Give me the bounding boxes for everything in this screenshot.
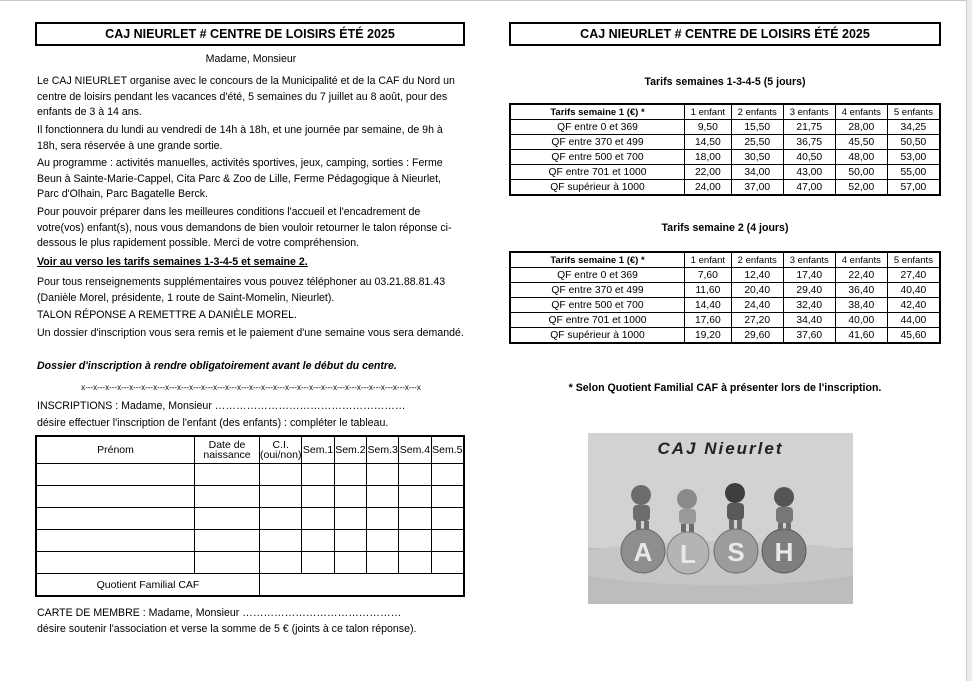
inscription-row[interactable] [36,508,464,530]
schedule-paragraph: Il fonctionnera du lundi au vendredi de 14h à 18h, et une journée par semaine, de 9h à 18h, sera réservée à une grande sortie. [37,124,443,152]
tarifs2-price-cell: 22,40 [835,268,887,283]
tarifs1-price-cell: 28,00 [835,120,887,135]
tarifs2-header-cell: 1 enfant [685,252,732,268]
tarifs1-price-cell: 52,00 [835,180,887,196]
tarifs1-header-cell: 5 enfants [887,104,940,120]
desire-line: désire effectuer l'inscription de l'enfant (des enfants) : compléter le tableau. [37,417,389,429]
tarifs1-price-cell: 43,00 [783,165,835,180]
tarifs2-header-row [510,252,940,268]
tarifs1-row-label: QF entre 370 et 499 [510,135,685,150]
tarifs1-price-cell: 15,50 [731,120,783,135]
tarifs1-price-cell: 45,50 [835,135,887,150]
tarifs1-price-cell: 55,00 [887,165,940,180]
tarifs2-price-cell: 29,60 [731,328,783,344]
header-date: Date de naissance [195,436,260,464]
header-sem3: Sem.3 [367,436,399,464]
header-prenom: Prénom [36,436,195,464]
tarifs1-price-cell: 37,00 [731,180,783,196]
tarifs-table-2 [509,251,941,344]
tarifs2-price-cell: 11,60 [685,283,732,298]
logo-letter-a: A [633,537,653,567]
tarifs2-price-cell: 17,60 [685,313,732,328]
tarifs-table-1 [509,103,941,196]
tarifs1-price-cell: 40,50 [783,150,835,165]
logo-letter-s: S [727,537,745,567]
cut-line: x---x---x---x---x---x---x---x---x---x---x---x---x---x---x---x---x---x---x---x---x---x---x---x---x---x---x---x---x [81,383,421,392]
verso-note: Voir au verso les tarifs semaines 1-3-4-5 et semaine 2. [37,256,308,268]
header-sem5: Sem.5 [431,436,464,464]
qf-label: Quotient Familial CAF [36,574,260,597]
tarifs1-price-cell: 57,00 [887,180,940,196]
tarifs1-row [510,180,940,196]
tarifs2-row [510,268,940,283]
tarifs2-header-cell: Tarifs semaine 1 (€) * [510,252,685,268]
tarifs2-price-cell: 14,40 [685,298,732,313]
tarifs1-price-cell: 18,00 [685,150,732,165]
header-ci: C.I. (oui/non) [260,436,302,464]
tarifs2-price-cell: 42,40 [887,298,940,313]
tarifs-2-title: Tarifs semaine 2 (4 jours) [661,222,789,234]
tarifs1-row [510,120,940,135]
tarifs2-row-label: QF supérieur à 1000 [510,328,685,344]
tarifs-1-title: Tarifs semaines 1-3-4-5 (5 jours) [644,76,806,88]
tarifs2-price-cell: 20,40 [731,283,783,298]
inscriptions-line: INSCRIPTIONS : Madame, Monsieur ……………………………………………… [37,400,406,412]
tarifs1-price-cell: 36,75 [783,135,835,150]
contact-paragraph: Pour tous renseignements supplémentaires vous pouvez téléphoner au 03.21.88.81.43 (Danièle Morel, présidente, 1 route de Saint-Momelin, Nieurlet). [37,276,446,304]
qf-row[interactable] [36,574,464,597]
tarifs2-price-cell: 27,20 [731,313,783,328]
inscription-row[interactable] [36,464,464,486]
tarifs1-price-cell: 25,50 [731,135,783,150]
dossier-paragraph: Un dossier d'inscription vous sera remis et le paiement d'une semaine vous sera demandé. [37,327,464,339]
tarifs2-row [510,328,940,344]
tarifs1-row [510,150,940,165]
intro-paragraph: Le CAJ NIEURLET organise avec le concours de la Municipalité et de la CAF du Nord un centre de loisirs pendant les vacances d'été, 5 semaines du 7 juillet au 8 août, pour des enfants de 3 à 14 ans. [37,75,455,118]
carte-line: CARTE DE MEMBRE : Madame, Monsieur ……………………………………… [37,607,402,619]
page-right-scrollbar[interactable] [966,0,972,681]
tarifs1-row-label: QF entre 500 et 700 [510,150,685,165]
header-sem2: Sem.2 [334,436,366,464]
salutation: Madame, Monsieur [205,53,297,65]
tarifs2-row [510,283,940,298]
tarifs1-row [510,165,940,180]
tarifs2-price-cell: 40,00 [835,313,887,328]
tarifs2-price-cell: 12,40 [731,268,783,283]
inscription-table [35,435,465,597]
tarifs2-row [510,313,940,328]
tarifs2-row-label: QF entre 0 et 369 [510,268,685,283]
logo-letter-l: L [680,539,696,569]
tarifs2-price-cell: 38,40 [835,298,887,313]
tarifs2-price-cell: 17,40 [783,268,835,283]
tarifs2-header-cell: 5 enfants [887,252,940,268]
tarifs2-price-cell: 29,40 [783,283,835,298]
logo-letter-h: H [774,537,794,567]
tarifs1-header-cell: 2 enfants [731,104,783,120]
tarifs1-header-cell: 4 enfants [835,104,887,120]
inscription-row[interactable] [36,486,464,508]
tarifs1-header-cell: 3 enfants [783,104,835,120]
tarifs2-row-label: QF entre 701 et 1000 [510,313,685,328]
tarifs1-price-cell: 53,00 [887,150,940,165]
tarifs1-price-cell: 9,50 [685,120,732,135]
tarifs1-row-label: QF entre 0 et 369 [510,120,685,135]
tarifs1-price-cell: 34,00 [731,165,783,180]
right-title: CAJ NIEURLET # CENTRE DE LOISIRS ÉTÉ 2025 [509,22,941,46]
tarifs2-header-cell: 2 enfants [731,252,783,268]
tarifs2-header-cell: 3 enfants [783,252,835,268]
tarifs1-price-cell: 30,50 [731,150,783,165]
tarifs2-row-label: QF entre 370 et 499 [510,283,685,298]
tarifs2-price-cell: 40,40 [887,283,940,298]
tarifs1-price-cell: 48,00 [835,150,887,165]
tarifs1-price-cell: 50,50 [887,135,940,150]
tarifs1-row-label: QF supérieur à 1000 [510,180,685,196]
talon-line: TALON RÉPONSE A REMETTRE A DANIÈLE MOREL. [37,309,298,321]
tarifs1-header-cell: 1 enfant [685,104,732,120]
tarifs2-price-cell: 44,00 [887,313,940,328]
tarifs2-header-cell: 4 enfants [835,252,887,268]
tarifs2-row-label: QF entre 500 et 700 [510,298,685,313]
inscription-header-row [36,436,464,464]
tarifs1-price-cell: 47,00 [783,180,835,196]
inscription-row[interactable] [36,530,464,552]
tarifs1-price-cell: 50,00 [835,165,887,180]
tarifs1-row-label: QF entre 701 et 1000 [510,165,685,180]
inscription-row[interactable] [36,552,464,574]
qf-note: * Selon Quotient Familial CAF à présenter lors de l'inscription. [568,382,882,394]
tarifs2-price-cell: 27,40 [887,268,940,283]
program-paragraph: Au programme : activités manuelles, activités sportives, jeux, camping, sorties : Ferme Beun à Sainte-Marie-Cappel, Cita Parc & Zoo de Lille, Ferme Pédagogique à Nieurlet, Parc d'Olhain, Parc Bagatelle Berck. [37,157,443,200]
dossier-mandatory: Dossier d'inscription à rendre obligatoirement avant le début du centre. [37,360,397,372]
alsh-logo [588,433,853,604]
tarifs2-price-cell: 19,20 [685,328,732,344]
tarifs1-header-row [510,104,940,120]
tarifs2-row [510,298,940,313]
header-sem1: Sem.1 [302,436,334,464]
tarifs1-price-cell: 21,75 [783,120,835,135]
tarifs2-price-cell: 41,60 [835,328,887,344]
tarifs2-price-cell: 36,40 [835,283,887,298]
tarifs2-price-cell: 45,60 [887,328,940,344]
tarifs1-row [510,135,940,150]
tarifs1-price-cell: 34,25 [887,120,940,135]
tarifs2-price-cell: 34,40 [783,313,835,328]
tarifs1-price-cell: 22,00 [685,165,732,180]
tarifs2-price-cell: 37,60 [783,328,835,344]
tarifs2-price-cell: 24,40 [731,298,783,313]
page-top-edge [0,0,972,1]
tarifs1-price-cell: 14,50 [685,135,732,150]
tarifs1-price-cell: 24,00 [685,180,732,196]
logo-title: CAJ Nieurlet [657,439,784,458]
tarifs2-price-cell: 7,60 [685,268,732,283]
tarifs1-header-cell: Tarifs semaine 1 (€) * [510,104,685,120]
soutenir-line: désire soutenir l'association et verse la somme de 5 € (joints à ce talon réponse). [37,623,417,635]
request-paragraph: Pour pouvoir préparer dans les meilleures conditions l'accueil et l'encadrement de votre(vos) enfant(s), nous vous demandons de bien vouloir retourner le talon réponse ci-dessous le plus rapidement possible. Merci de votre compréhension. [37,206,452,249]
header-sem4: Sem.4 [399,436,431,464]
tarifs2-price-cell: 32,40 [783,298,835,313]
left-title: CAJ NIEURLET # CENTRE DE LOISIRS ÉTÉ 2025 [35,22,465,46]
qf-value-cell[interactable] [260,574,465,597]
